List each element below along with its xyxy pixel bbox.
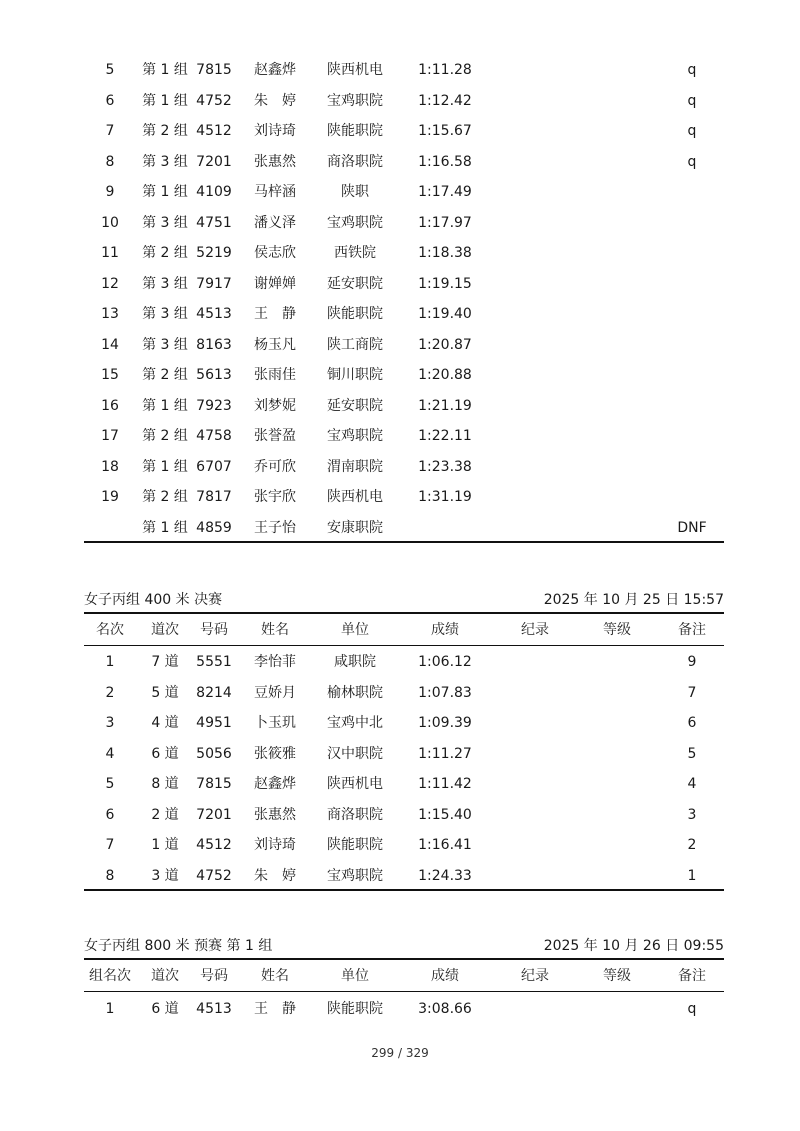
- result-cell: 1:12.42: [418, 92, 472, 109]
- result-cell: 1:11.28: [418, 62, 472, 78]
- rank-cell: 1: [105, 654, 115, 670]
- event-datetime: 2025 年 10 月 25 日 15:57: [543, 592, 724, 608]
- column-header: 道次: [151, 968, 179, 984]
- bib-cell: 7923: [196, 397, 232, 414]
- column-header: 成绩: [431, 622, 459, 638]
- note-cell: q: [687, 62, 697, 78]
- page-number: 299 / 329: [371, 1046, 429, 1060]
- lane-cell: 2 道: [151, 806, 179, 823]
- lane-cell: 6 道: [151, 1001, 179, 1017]
- group-cell: 第 1 组: [142, 519, 188, 536]
- group-cell: 第 3 组: [142, 153, 188, 170]
- group-cell: 第 2 组: [142, 489, 188, 505]
- result-cell: 1:31.19: [418, 489, 472, 505]
- bib-cell: 8214: [196, 684, 232, 701]
- rank-cell: 4: [105, 745, 115, 762]
- table-row: [0, 391, 800, 421]
- lane-cell: 5 道: [151, 684, 179, 701]
- name-cell: 杨玉凡: [254, 336, 296, 353]
- lane-cell: 7 道: [151, 654, 179, 670]
- name-cell: 豆娇月: [254, 684, 296, 701]
- table-row: [0, 769, 800, 799]
- name-cell: 赵鑫烨: [254, 776, 296, 792]
- unit-cell: 西铁院: [334, 245, 376, 261]
- table-row: [0, 708, 800, 738]
- bib-cell: 4752: [196, 867, 232, 884]
- bib-cell: 4513: [196, 1001, 232, 1017]
- name-cell: 马梓涵: [254, 184, 296, 200]
- rank-cell: 10: [101, 214, 119, 231]
- group-cell: 第 2 组: [142, 367, 188, 383]
- table-row: [0, 177, 800, 207]
- lane-cell: 6 道: [151, 745, 179, 762]
- bib-cell: 4751: [196, 214, 232, 231]
- unit-cell: 榆林职院: [327, 684, 383, 701]
- bib-cell: 5219: [196, 245, 232, 261]
- name-cell: 朱 婷: [254, 867, 296, 884]
- bib-cell: 4758: [196, 428, 232, 444]
- column-header: 备注: [678, 968, 706, 984]
- rank-cell: 6: [105, 806, 115, 823]
- unit-cell: 宝鸡职院: [327, 214, 383, 231]
- table-row: [0, 330, 800, 360]
- table-row: [0, 238, 800, 268]
- name-cell: 刘诗琦: [254, 123, 296, 139]
- unit-cell: 宝鸡职院: [327, 867, 383, 884]
- group-cell: 第 1 组: [142, 184, 188, 200]
- table-row: [0, 299, 800, 329]
- column-header: 单位: [341, 968, 369, 984]
- table-row: [0, 994, 800, 1024]
- result-cell: 1:16.58: [418, 153, 472, 170]
- group-cell: 第 2 组: [142, 428, 188, 444]
- bib-cell: 5551: [196, 654, 232, 670]
- heat-800-top-rule: [84, 958, 724, 960]
- result-cell: 1:11.27: [418, 745, 472, 762]
- unit-cell: 安康职院: [327, 519, 383, 536]
- name-cell: 李怡菲: [254, 654, 296, 670]
- table-row: [0, 116, 800, 146]
- rank-cell: 12: [101, 275, 119, 292]
- name-cell: 张惠然: [254, 806, 296, 823]
- bib-cell: 4951: [196, 715, 232, 731]
- rank-cell: 2: [105, 684, 115, 701]
- note-cell: 4: [687, 776, 697, 792]
- unit-cell: 渭南职院: [327, 458, 383, 475]
- table-row: [0, 55, 800, 85]
- rank-cell: 1: [105, 1001, 115, 1017]
- bib-cell: 4752: [196, 92, 232, 109]
- rank-cell: 7: [105, 123, 115, 139]
- table-row: [0, 208, 800, 238]
- note-cell: q: [687, 153, 697, 170]
- name-cell: 刘诗琦: [254, 837, 296, 853]
- note-cell: q: [687, 123, 697, 139]
- unit-cell: 铜川职院: [327, 367, 383, 383]
- unit-cell: 宝鸡中北: [327, 715, 383, 731]
- group-cell: 第 3 组: [142, 306, 188, 322]
- lane-cell: 1 道: [151, 837, 179, 853]
- result-cell: 1:21.19: [418, 397, 472, 414]
- table-row: [0, 482, 800, 512]
- table-row: [0, 647, 800, 677]
- name-cell: 赵鑫烨: [254, 62, 296, 78]
- bib-cell: 4512: [196, 837, 232, 853]
- unit-cell: 陕西机电: [327, 489, 383, 505]
- table-row: [0, 452, 800, 482]
- group-cell: 第 1 组: [142, 62, 188, 78]
- rank-cell: 16: [101, 397, 119, 414]
- bib-cell: 6707: [196, 458, 232, 475]
- rank-cell: 19: [101, 489, 119, 505]
- rank-cell: 13: [101, 306, 119, 322]
- unit-cell: 咸职院: [334, 654, 376, 670]
- bib-cell: 7917: [196, 275, 232, 292]
- result-cell: 1:17.49: [418, 184, 472, 200]
- column-header: 等级: [603, 968, 631, 984]
- lane-cell: 8 道: [151, 776, 179, 792]
- column-header: 纪录: [521, 968, 549, 984]
- result-cell: 1:06.12: [418, 654, 472, 670]
- name-cell: 侯志欣: [254, 245, 296, 261]
- group-cell: 第 3 组: [142, 214, 188, 231]
- result-cell: 3:08.66: [418, 1001, 472, 1017]
- table-row: [0, 86, 800, 116]
- note-cell: 5: [687, 745, 697, 762]
- rank-cell: 3: [105, 715, 115, 731]
- table-row: [0, 800, 800, 830]
- result-cell: 1:22.11: [418, 428, 472, 444]
- name-cell: 王 静: [254, 306, 296, 322]
- result-cell: 1:15.67: [418, 123, 472, 139]
- note-cell: q: [687, 92, 697, 109]
- unit-cell: 陕能职院: [327, 123, 383, 139]
- column-header: 姓名: [261, 968, 289, 984]
- column-header: 成绩: [431, 968, 459, 984]
- group-cell: 第 2 组: [142, 123, 188, 139]
- heat-800-caption: [84, 935, 724, 957]
- event-datetime: 2025 年 10 月 26 日 09:55: [543, 938, 724, 954]
- result-cell: 1:23.38: [418, 458, 472, 475]
- rank-cell: 15: [101, 367, 119, 383]
- unit-cell: 陕能职院: [327, 1001, 383, 1017]
- rank-cell: 7: [105, 837, 115, 853]
- continued-results-bottom-rule: [84, 541, 724, 543]
- final-400-header-rule: [84, 645, 724, 646]
- event-title: 女子丙组 400 米 决赛: [84, 592, 223, 608]
- heat-800-header-rule: [84, 991, 724, 992]
- final-400-caption: [84, 589, 724, 611]
- bib-cell: 5613: [196, 367, 232, 383]
- result-cell: 1:18.38: [418, 245, 472, 261]
- unit-cell: 延安职院: [327, 275, 383, 292]
- bib-cell: 7201: [196, 153, 232, 170]
- column-header: 单位: [341, 622, 369, 638]
- result-cell: 1:19.40: [418, 306, 472, 322]
- bib-cell: 5056: [196, 745, 232, 762]
- name-cell: 张宇欣: [254, 489, 296, 505]
- result-cell: 1:15.40: [418, 806, 472, 823]
- note-cell: 6: [687, 715, 697, 731]
- rank-cell: 14: [101, 336, 119, 353]
- note-cell: 1: [687, 867, 697, 884]
- unit-cell: 陕能职院: [327, 306, 383, 322]
- table-row: [0, 269, 800, 299]
- result-cell: 1:24.33: [418, 867, 472, 884]
- unit-cell: 商洛职院: [327, 153, 383, 170]
- final-400-bottom-rule: [84, 889, 724, 891]
- name-cell: 张惠然: [254, 153, 296, 170]
- result-cell: 1:09.39: [418, 715, 472, 731]
- name-cell: 张筱雅: [254, 745, 296, 762]
- name-cell: 王 静: [254, 1001, 296, 1017]
- event-title: 女子丙组 800 米 预赛 第 1 组: [84, 938, 273, 954]
- bib-cell: 7817: [196, 489, 232, 505]
- note-cell: 2: [687, 837, 697, 853]
- lane-cell: 3 道: [151, 867, 179, 884]
- name-cell: 卜玉玑: [254, 715, 296, 731]
- group-cell: 第 2 组: [142, 245, 188, 261]
- table-row: [0, 513, 800, 543]
- name-cell: 朱 婷: [254, 92, 296, 109]
- unit-cell: 陕工商院: [327, 336, 383, 353]
- column-header: 备注: [678, 622, 706, 638]
- unit-cell: 陕西机电: [327, 776, 383, 792]
- result-cell: 1:07.83: [418, 684, 472, 701]
- rank-cell: 5: [105, 62, 115, 78]
- group-cell: 第 1 组: [142, 458, 188, 475]
- bib-cell: 7815: [196, 62, 232, 78]
- final-400-top-rule: [84, 612, 724, 614]
- result-cell: 1:19.15: [418, 275, 472, 292]
- lane-cell: 4 道: [151, 715, 179, 731]
- unit-cell: 延安职院: [327, 397, 383, 414]
- note-cell: DNF: [677, 519, 707, 536]
- bib-cell: 7815: [196, 776, 232, 792]
- result-cell: 1:11.42: [418, 776, 472, 792]
- note-cell: 9: [687, 654, 697, 670]
- result-cell: 1:16.41: [418, 837, 472, 853]
- rank-cell: 5: [105, 776, 115, 792]
- column-header: 号码: [200, 968, 228, 984]
- name-cell: 张雨佳: [254, 367, 296, 383]
- unit-cell: 宝鸡职院: [327, 428, 383, 444]
- rank-cell: 8: [105, 867, 115, 884]
- bib-cell: 4109: [196, 184, 232, 200]
- name-cell: 王子怡: [254, 519, 296, 536]
- unit-cell: 宝鸡职院: [327, 92, 383, 109]
- column-header: 道次: [151, 622, 179, 638]
- result-cell: 1:20.87: [418, 336, 472, 353]
- column-header: 纪录: [521, 622, 549, 638]
- table-row: [0, 678, 800, 708]
- table-row: [0, 147, 800, 177]
- rank-cell: 6: [105, 92, 115, 109]
- table-row: [0, 830, 800, 860]
- table-row: [0, 861, 800, 891]
- bib-cell: 4512: [196, 123, 232, 139]
- unit-cell: 陕能职院: [327, 837, 383, 853]
- unit-cell: 汉中职院: [327, 745, 383, 762]
- note-cell: 3: [687, 806, 697, 823]
- result-cell: 1:20.88: [418, 367, 472, 383]
- table-row: [0, 739, 800, 769]
- bib-cell: 4859: [196, 519, 232, 536]
- rank-cell: 9: [105, 184, 115, 200]
- table-row: [0, 421, 800, 451]
- name-cell: 张誉盈: [254, 428, 296, 444]
- unit-cell: 陕西机电: [327, 62, 383, 78]
- rank-cell: 11: [101, 245, 119, 261]
- group-cell: 第 3 组: [142, 336, 188, 353]
- column-header: 名次: [96, 622, 124, 638]
- name-cell: 刘梦妮: [254, 397, 296, 414]
- name-cell: 乔可欣: [254, 458, 296, 475]
- bib-cell: 4513: [196, 306, 232, 322]
- column-header: 姓名: [261, 622, 289, 638]
- column-header: 等级: [603, 622, 631, 638]
- rank-cell: 8: [105, 153, 115, 170]
- group-cell: 第 1 组: [142, 397, 188, 414]
- unit-cell: 商洛职院: [327, 806, 383, 823]
- final-400-header-row: [0, 615, 800, 645]
- note-cell: q: [687, 1001, 697, 1017]
- heat-800-header-row: [0, 961, 800, 991]
- table-row: [0, 360, 800, 390]
- unit-cell: 陕职: [341, 184, 369, 200]
- bib-cell: 7201: [196, 806, 232, 823]
- note-cell: 7: [687, 684, 697, 701]
- name-cell: 潘义泽: [254, 214, 296, 231]
- group-cell: 第 1 组: [142, 92, 188, 109]
- rank-cell: 17: [101, 428, 119, 444]
- column-header: 号码: [200, 622, 228, 638]
- group-cell: 第 3 组: [142, 275, 188, 292]
- bib-cell: 8163: [196, 336, 232, 353]
- result-cell: 1:17.97: [418, 214, 472, 231]
- name-cell: 谢婵婵: [254, 275, 296, 292]
- rank-cell: 18: [101, 458, 119, 475]
- column-header: 组名次: [89, 968, 131, 984]
